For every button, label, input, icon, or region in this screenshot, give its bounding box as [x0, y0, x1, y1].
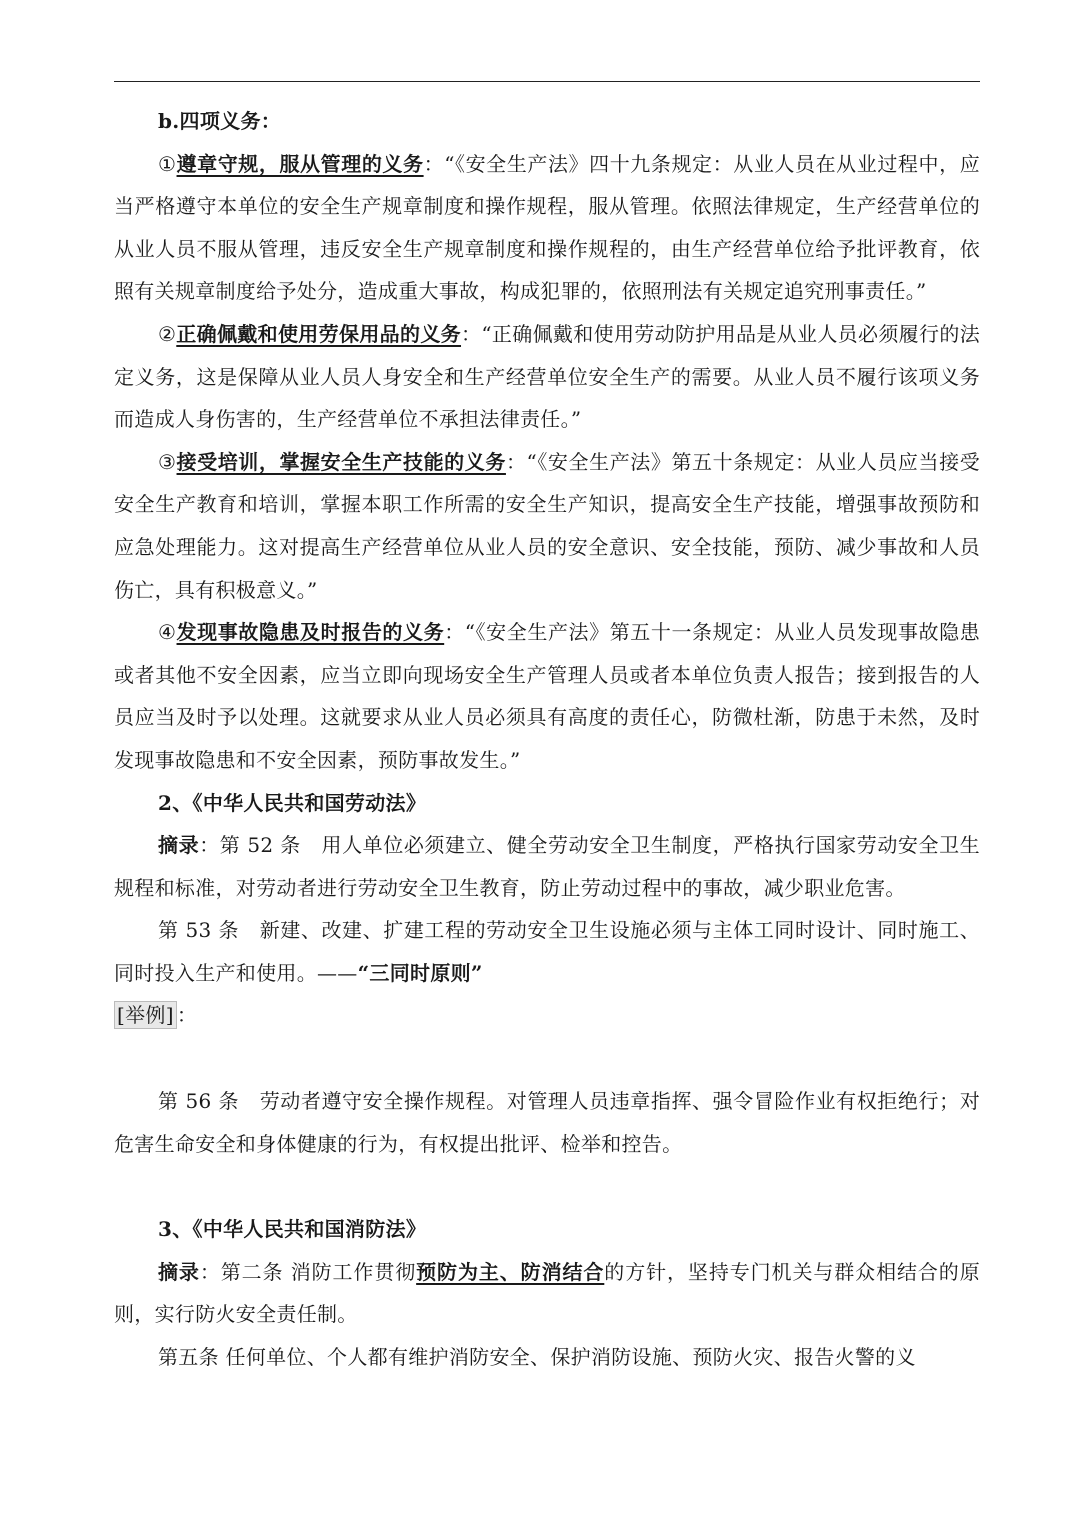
duty-3-paragraph	[114, 441, 980, 611]
article-53-text: 第 53 条 新建、改建、扩建工程的劳动安全卫生设施必须与主体工同时设计、同时施工、同时投入生产和使用。——	[114, 918, 980, 985]
labor-law-article-53	[114, 909, 980, 994]
blank-space-2	[114, 1165, 980, 1208]
duty-3-number: ③	[158, 449, 177, 474]
excerpt-label-3: 摘录	[158, 1259, 200, 1284]
labor-law-article-56: 第 56 条 劳动者遵守安全操作规程。对管理人员违章指挥、强令冒险作业有权拒绝行；对危害生命安全和身体健康的行为，有权提出批评、检举和控告。	[114, 1089, 980, 1156]
duty-4-title: 发现事故隐患及时报告的义务	[176, 620, 445, 645]
duty-1-body: “《安全生产法》四十九条规定：从业人员在从业过程中，应当严格遵守本单位的安全生产规章制度和操作规程，服从管理。依照法律规定，生产经营单位的从业人员不服从管理，违反安全生产规章制度和操作规程的，由生产经营单位给予批评教育，依照有关规章制度给予处分，造成重大事故，构成犯罪的，依照刑法有关规定追究刑事责任。”	[114, 151, 980, 304]
duty-3-title: 接受培训，掌握安全生产技能的义务	[176, 449, 506, 474]
three-simultaneous-principle: “三同时原则”	[357, 960, 483, 985]
prevention-principle: 预防为主、防消结合	[416, 1259, 605, 1284]
example-line	[114, 994, 980, 1037]
article-52-text: 第 52 条 用人单位必须建立、健全劳动安全卫生制度，严格执行国家劳动安全卫生规程和标准，对劳动者进行劳动安全卫生教育，防止劳动过程中的事故，减少职业危害。	[114, 833, 980, 900]
fire-law-article-2	[114, 1251, 980, 1336]
header-rule	[114, 81, 980, 82]
duty-3-body: “《安全生产法》第五十条规定：从业人员应当接受安全生产教育和培训，掌握本职工作所需的安全生产知识，提高安全生产技能，增强事故预防和应急处理能力。这对提高生产经营单位从业人员的安全意识、安全技能，预防、减少事故和人员伤亡，具有积极意义。”	[114, 449, 980, 602]
article-2-pre: 第二条 消防工作贯彻	[220, 1259, 417, 1284]
duty-4-colon: ：	[444, 620, 465, 645]
duty-4-number: ④	[158, 620, 177, 645]
section-3-heading: 3、《中华人民共和国消防法》	[158, 1217, 427, 1242]
duty-1-paragraph	[114, 143, 980, 313]
duty-1-colon: ：	[423, 151, 445, 176]
excerpt-label: 摘录	[158, 833, 200, 858]
document-body	[114, 100, 980, 1379]
example-colon: ：	[176, 1003, 198, 1028]
fire-law-article-5: 第五条 任何单位、个人都有维护消防安全、保护消防设施、预防火灾、报告火警的义	[158, 1345, 916, 1370]
labor-law-article-52	[114, 824, 980, 909]
duty-2-paragraph	[114, 313, 980, 441]
blank-space	[114, 1037, 980, 1080]
duty-1-title: 遵章守规，服从管理的义务	[176, 151, 424, 176]
excerpt-colon: ：	[199, 833, 220, 858]
section-2-heading: 2、《中华人民共和国劳动法》	[158, 790, 427, 815]
duty-2-body: “正确佩戴和使用劳动防护用品是从业人员必须履行的法定义务，这是保障从业人员人身安全和生产经营单位安全生产的需要。从业人员不履行该项义务而造成人身伤害的，生产经营单位不承担法律责任。”	[114, 321, 980, 432]
duty-2-number: ②	[158, 321, 177, 346]
example-tag: [举例]	[114, 1001, 177, 1029]
excerpt-colon-3: ：	[199, 1259, 221, 1284]
duty-4-paragraph	[114, 611, 980, 781]
duty-4-body: “《安全生产法》第五十一条规定：从业人员发现事故隐患或者其他不安全因素，应当立即向现场安全生产管理人员或者本单位负责人报告；接到报告的人员应当及时予以处理。这就要求从业人员必须具有高度的责任心，防微杜渐，防患于未然，及时发现事故隐患和不安全因素，预防事故发生。”	[114, 620, 981, 772]
duty-2-colon: ：	[461, 321, 482, 346]
duty-3-colon: ：	[505, 449, 527, 474]
heading-four-duties: b.四项义务：	[158, 109, 282, 133]
article-2-post: 的方针，坚持专门机关与群众相结合的原则，实行防火安全责任制。	[114, 1259, 980, 1327]
duty-1-number: ①	[158, 151, 177, 176]
duty-2-title: 正确佩戴和使用劳保用品的义务	[176, 321, 462, 346]
